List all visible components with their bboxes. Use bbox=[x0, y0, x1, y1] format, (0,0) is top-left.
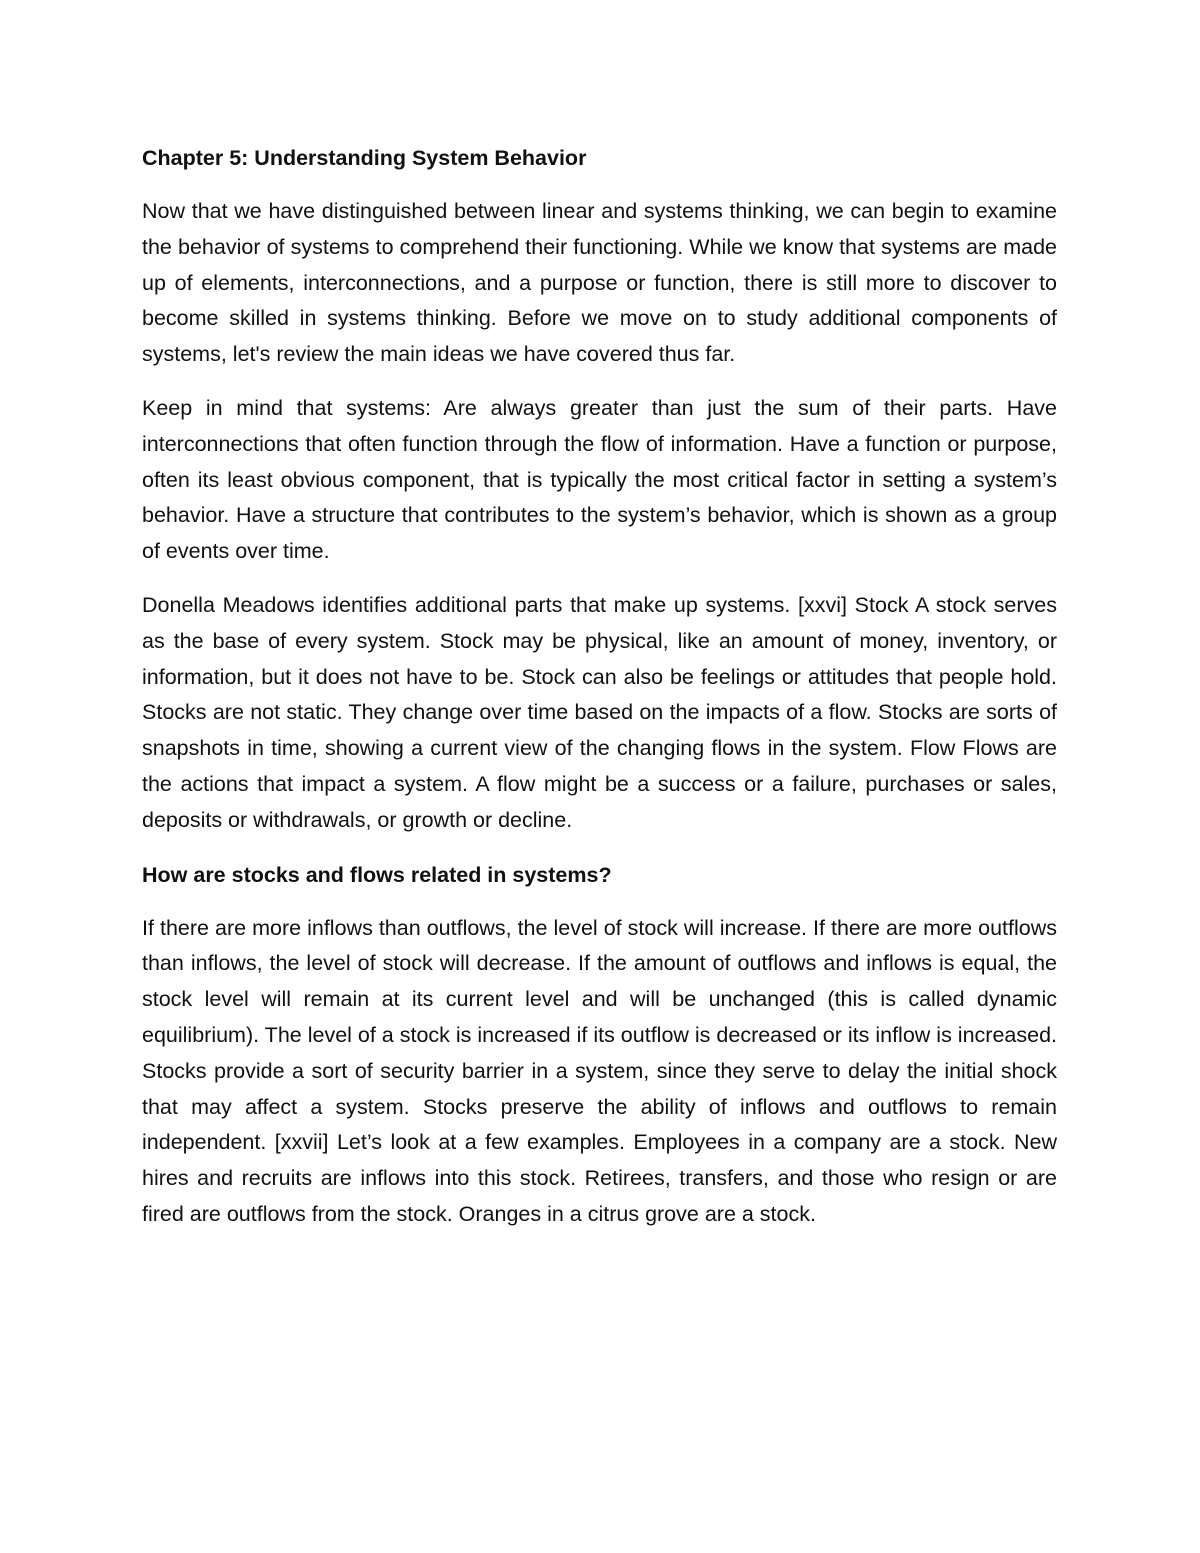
section-heading: How are stocks and flows related in systems? bbox=[142, 862, 612, 887]
systems-summary-paragraph: Keep in mind that systems: Are always greater than just the sum of their parts. Have interconnections that often function through the flow of information. Have a function or purpose, often its least obvious component, that is typically the most critical factor in setting a system’s behavior. Have a structure that contributes to the system’s behavior, which is shown as a group of events over time. bbox=[142, 395, 1057, 564]
document-page bbox=[142, 140, 1057, 1251]
intro-paragraph: Now that we have distinguished between linear and systems thinking, we can begin to examine the behavior of systems to comprehend their functioning. While we know that systems are made up of elements, interconnections, and a purpose or function, there is still more to discover to become skilled in systems thinking. Before we move on to study additional components of systems, let's review the main ideas we have covered thus far. bbox=[142, 199, 1057, 367]
stock-flow-paragraph: Donella Meadows identifies additional parts that make up systems. [xxvi] Stock A stock serves as the base of every system. Stock may be physical, like an amount of money, inventory, or information, but it does not have to be. Stock can also be feelings or attitudes that people hold. Stocks are not static. They change over time based on the impacts of a flow. Stocks are sorts of snapshots in time, showing a current view of the changing flows in the system. Flow Flows are the actions that impact a system. A flow might be a success or a failure, purchases or sales, deposits or withdrawals, or growth or decline. bbox=[142, 592, 1057, 832]
chapter-title: Chapter 5: Understanding System Behavior bbox=[142, 146, 587, 170]
stocks-flows-paragraph: If there are more inflows than outflows, the level of stock will increase. If there are more outflows than inflows, the level of stock will decrease. If the amount of outflows and inflows is equal, the stock level will remain at its current level and will be unchanged (this is called dynamic equilibrium). The level of a stock is increased if its outflow is decreased or its inflow is increased. Stocks provide a sort of security barrier in a system, since they serve to delay the initial shock that may affect a system. Stocks preserve the ability of inflows and outflows to remain independent. [xxvii] Let’s look at a few examples. Employees in a company are a stock. New hires and recruits are inflows into this stock. Retirees, transfers, and those who resign or are fired are outflows from the stock. Oranges in a citrus grove are a stock. bbox=[142, 915, 1057, 1226]
